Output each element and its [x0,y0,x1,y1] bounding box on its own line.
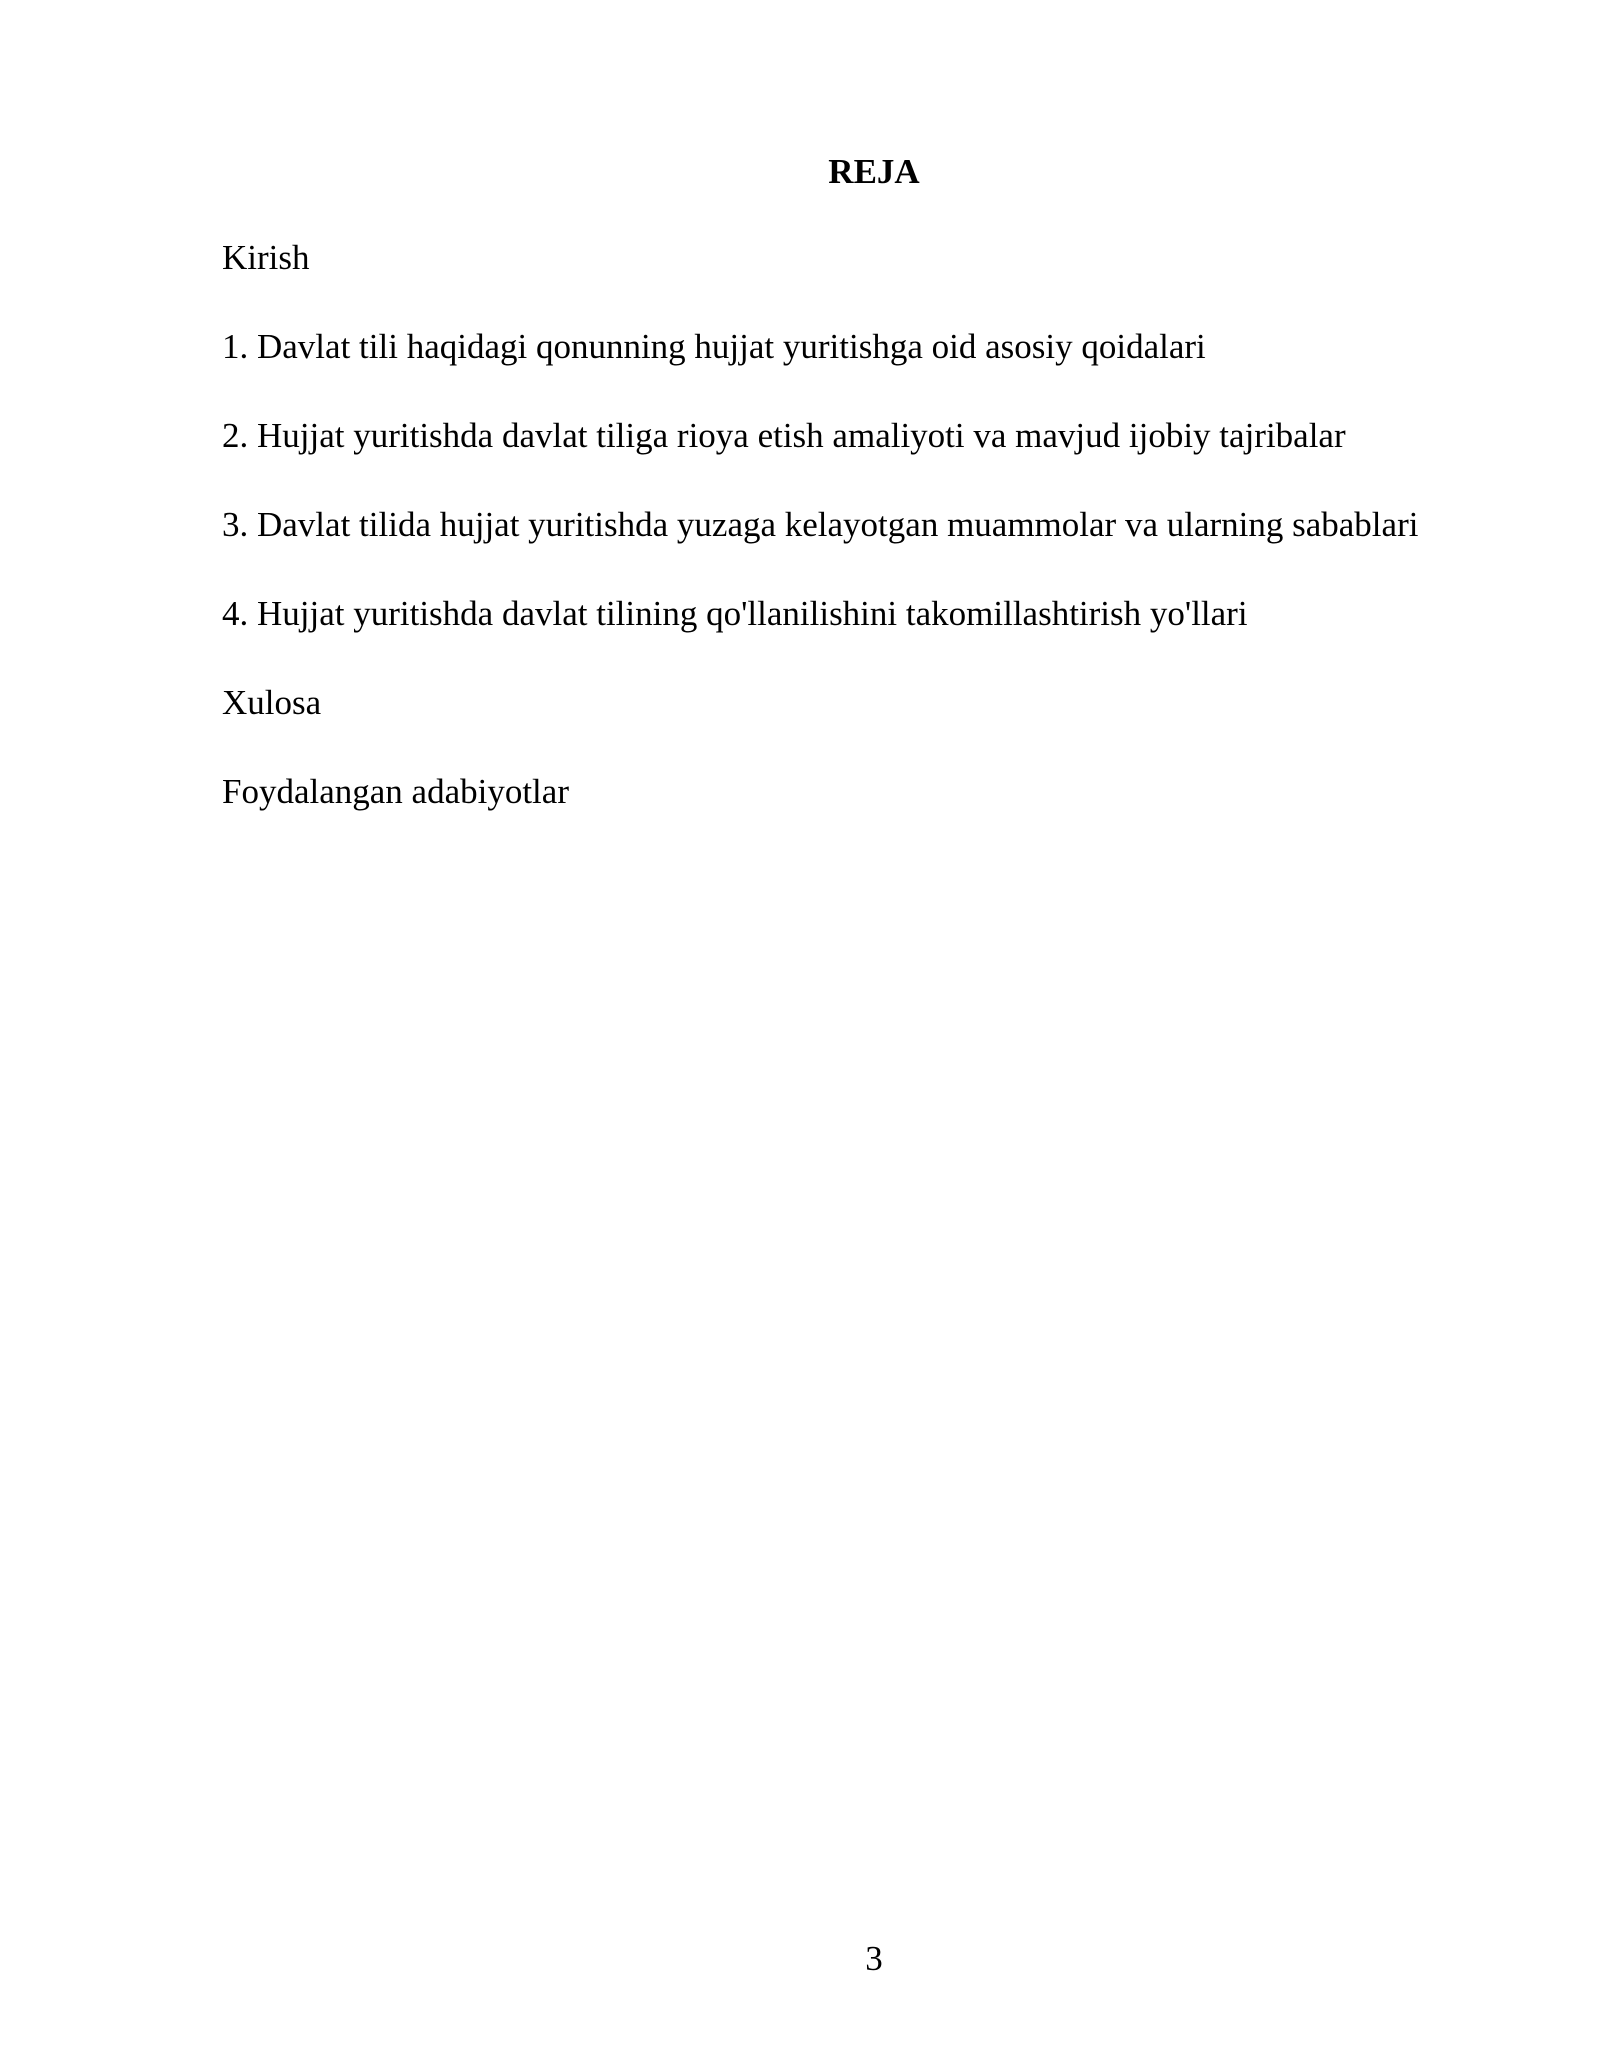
toc-item-introduction: Kirish [222,238,310,277]
table-of-contents [222,234,1522,857]
page-number: 3 [865,1939,883,1978]
toc-item-chapter-1: 1. Davlat tili haqidagi qonunning hujjat yuritishga oid asosiy qoidalari [222,327,1206,366]
toc-item-chapter-2: 2. Hujjat yuritishda davlat tiliga rioya etish amaliyoti va mavjud ijobiy tajribalar [222,416,1346,455]
toc-item-references: Foydalangan adabiyotlar [222,772,569,811]
toc-item-conclusion: Xulosa [222,683,322,722]
page-title: REJA [828,152,920,191]
toc-item-chapter-4: 4. Hujjat yuritishda davlat tilining qo'llanilishini takomillashtirish yo'llari [222,594,1248,633]
toc-item-chapter-3: 3. Davlat tilida hujjat yuritishda yuzaga kelayotgan muammolar va ularning sabablari [222,505,1419,544]
